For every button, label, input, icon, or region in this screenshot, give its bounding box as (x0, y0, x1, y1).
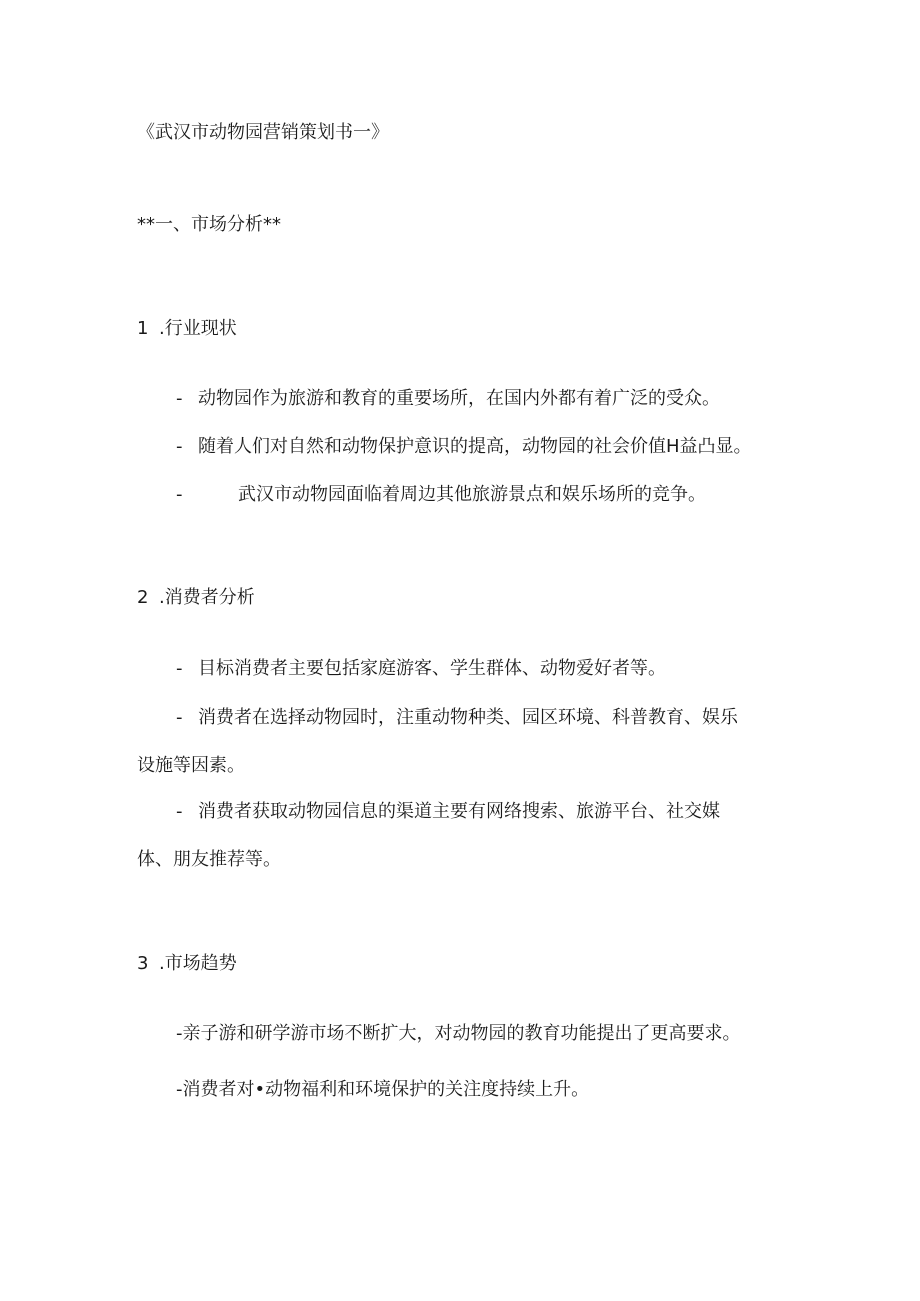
bullet-item (176, 803, 720, 821)
subsection-title: .消费者分析 (159, 587, 255, 608)
subsection-number: 3 (137, 953, 149, 974)
bullet-item: -亲子游和研学游市场不断扩大，对动物园的教育功能提出了更高要求。 (176, 1023, 741, 1044)
subsection-heading-industry (137, 320, 237, 338)
bullet-item (176, 390, 720, 408)
bullet-text: 消费者获取动物园信息的渠道主要有网络搜索、旅游平台、社交媒 (198, 801, 720, 822)
bullet-item (176, 486, 706, 504)
bullet-dash: - (176, 484, 183, 505)
bullet-continuation: 设施等因素。 (137, 755, 245, 776)
bullet-text: 随着人们对自然和动物保护意识的提高，动物园的社会价值H益凸显。 (198, 436, 752, 457)
subsection-number: 2 (137, 587, 149, 608)
bullet-item (176, 438, 752, 456)
section-heading-market-analysis: **一、市场分析** (137, 214, 281, 235)
bullet-continuation: 体、朋友推荐等。 (137, 849, 281, 870)
document-title: 《武汉市动物园营销策划书一》 (137, 122, 389, 143)
bullet-item: -消费者对•动物福利和环境保护的关注度持续上升。 (176, 1079, 590, 1100)
bullet-dash: - (176, 388, 183, 409)
subsection-heading-trends (137, 955, 237, 973)
bullet-text: 武汉市动物园面临着周边其他旅游景点和娱乐场所的竞争。 (238, 484, 706, 505)
bullet-dash: - (176, 801, 183, 822)
bullet-item (176, 709, 738, 727)
subsection-title: .市场趋势 (159, 953, 237, 974)
bullet-text: 动物园作为旅游和教育的重要场所，在国内外都有着广泛的受众。 (198, 388, 720, 409)
bullet-dash: - (176, 707, 183, 728)
subsection-heading-consumer (137, 589, 255, 607)
bullet-dash: - (176, 436, 183, 457)
subsection-title: .行业现状 (159, 318, 237, 339)
bullet-text: 目标消费者主要包括家庭游客、学生群体、动物爱好者等。 (198, 658, 666, 679)
bullet-item (176, 660, 666, 678)
subsection-number: 1 (137, 318, 149, 339)
bullet-dash: - (176, 658, 183, 679)
bullet-text: 消费者在选择动物园时，注重动物种类、园区环境、科普教育、娱乐 (198, 707, 738, 728)
